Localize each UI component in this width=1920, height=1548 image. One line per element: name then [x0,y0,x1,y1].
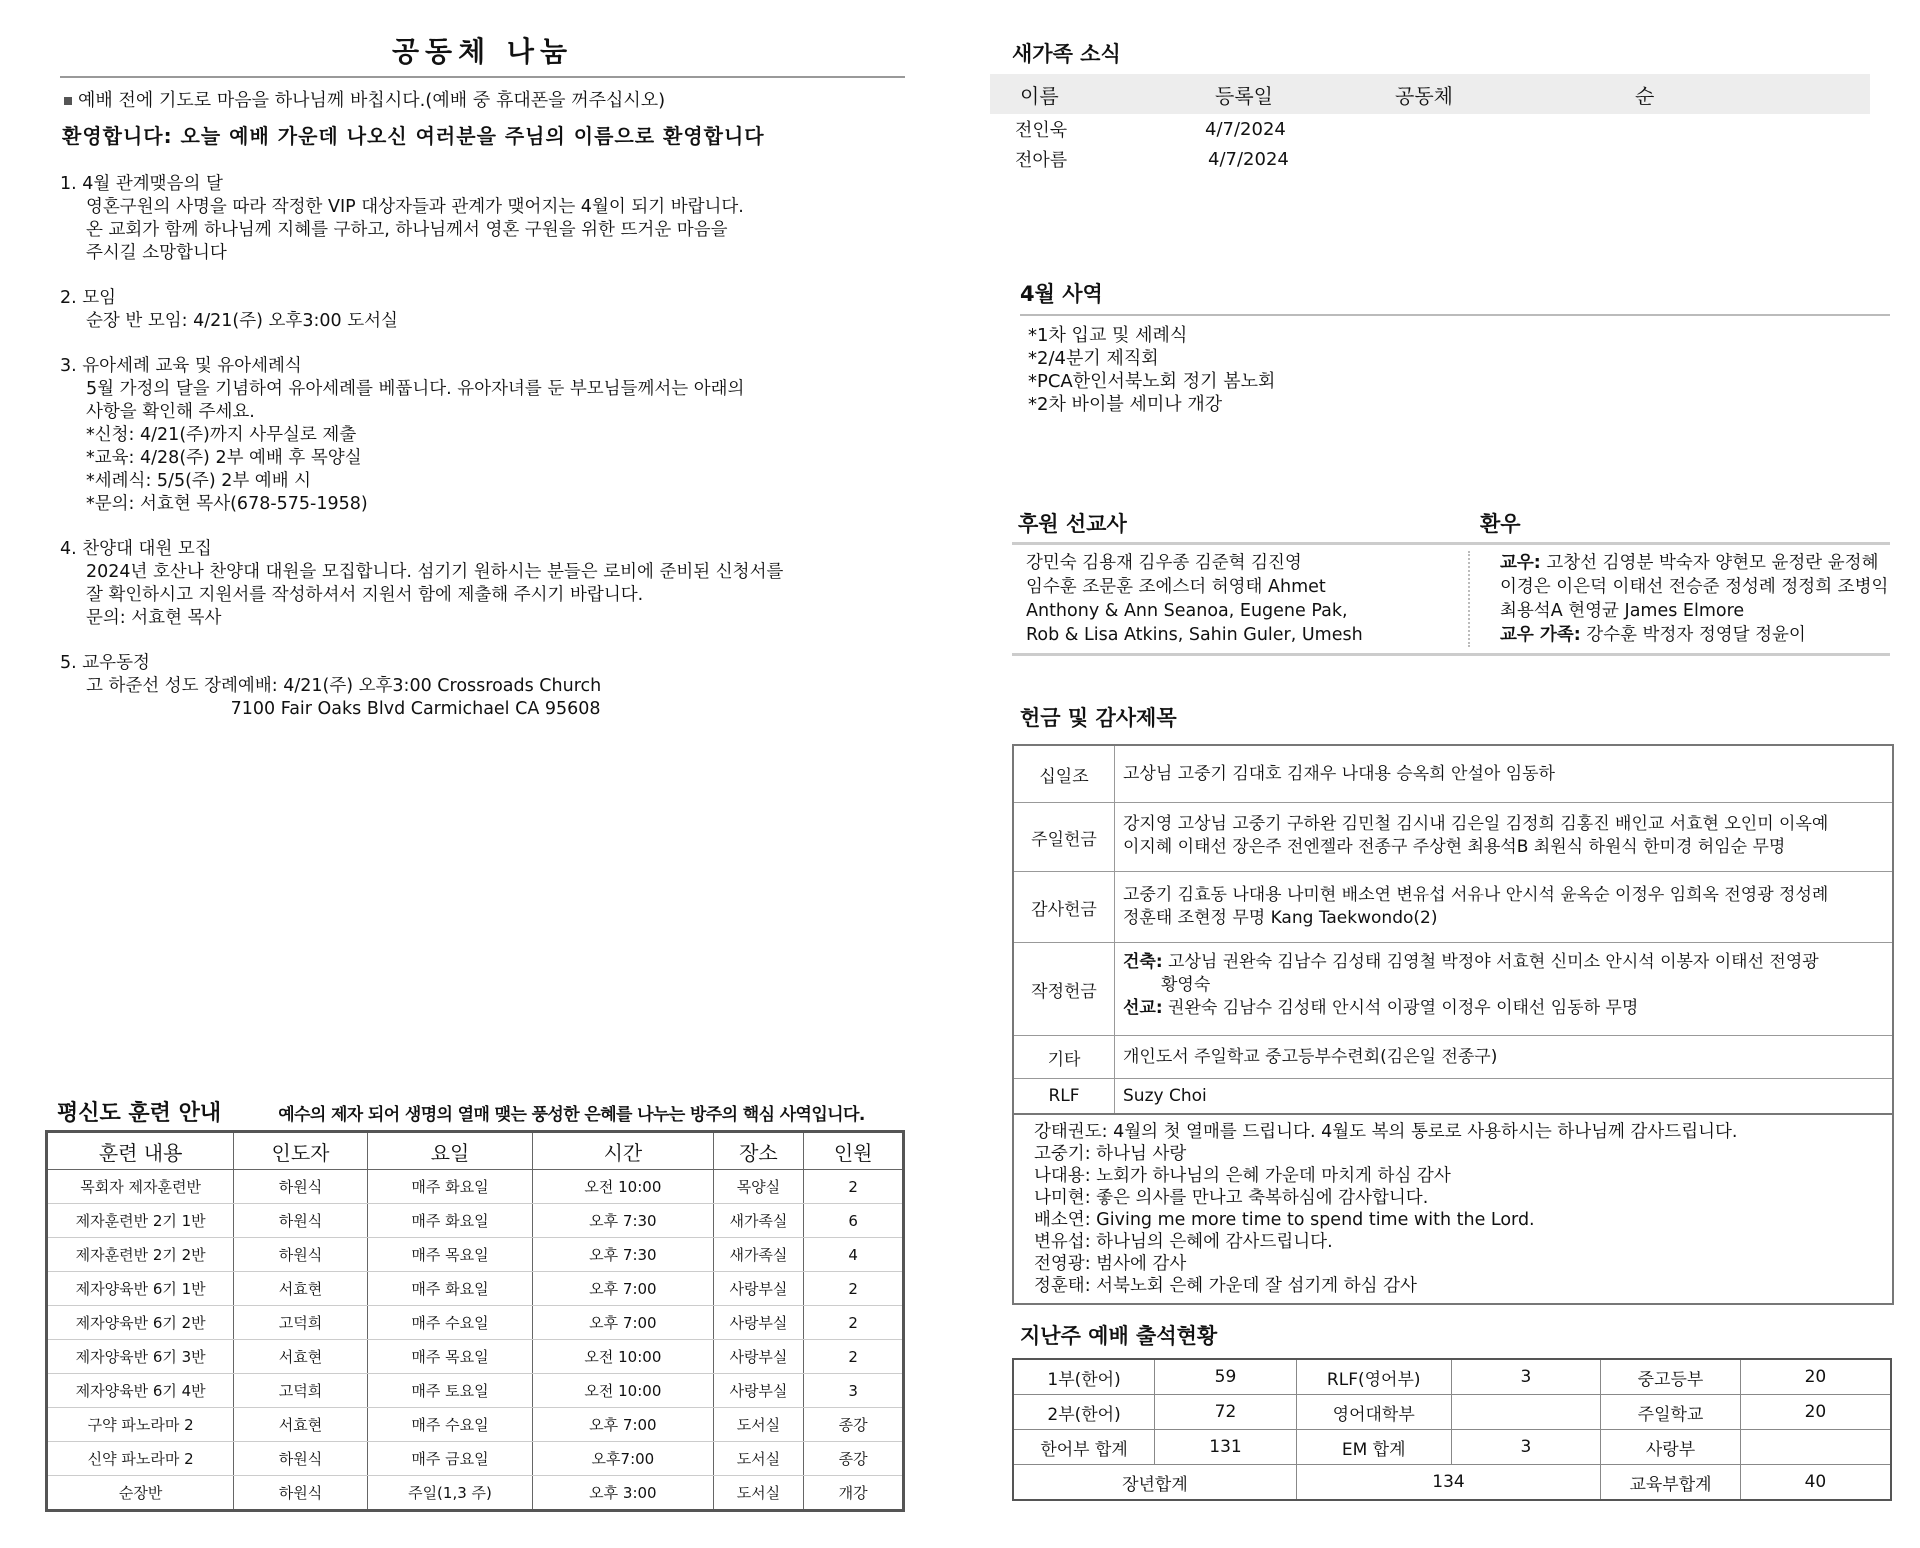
announcement-item [60,287,905,333]
offering-names [1115,943,1892,1035]
table-row [47,1374,904,1408]
table-row [1013,1465,1891,1501]
new-family-table [990,74,1870,174]
mission-label: 선교: [1123,998,1163,1018]
table-cell: RLF(영어부) [1296,1359,1451,1395]
announcement-line: 7100 Fair Oaks Blvd Carmichael CA 95608 [86,699,601,719]
announcement-line: *교육: 4/28(주) 2부 예배 후 목양실 [86,448,362,468]
table-cell: 사랑부실 [713,1340,804,1374]
announcement-line: 문의: 서효현 목사 [86,608,222,628]
table-cell: 하원식 [234,1170,368,1204]
table-cell: 제자양육반 6기 2반 [47,1306,234,1340]
announcement-body [60,310,905,333]
offering-line: 이지혜 이태선 장은주 전엔젤라 전종구 주상현 최용석B 최원식 하원식 한미경 허임순 무명 [1123,837,1786,857]
announcement-body [60,675,905,721]
patients-line-3: 최용석A 현영균 James Elmore [1500,601,1745,621]
table-cell: 신약 파노라마 2 [47,1442,234,1476]
table-cell: 오전 10:00 [533,1340,713,1374]
table-cell: 제자양육반 6기 4반 [47,1374,234,1408]
offering-names [1115,872,1892,942]
table-cell: 오후 3:00 [533,1476,713,1511]
offering-label: 기타 [1014,1036,1115,1078]
offering-line: 고중기 김효동 나대용 나미현 배소연 변유섭 서유나 안시석 윤옥순 이정우 임희옥 전영광 정성례 [1123,885,1829,905]
announcement-heading: 2. 모임 [60,288,117,308]
table-cell: 고덕희 [234,1374,368,1408]
table-cell: 20 [1740,1359,1891,1395]
thanks-note: 나대용: 노회가 하나님의 은혜 가운데 마치게 하심 감사 [1034,1166,1451,1186]
list-item: *PCA한인서북노회 정기 봄노회 [1028,371,1276,392]
training-table-header [47,1132,904,1170]
new-family-header [990,74,1870,114]
table-cell: 주일(1,3 주) [367,1476,532,1511]
list-item: *2/4분기 제직회 [1028,348,1159,369]
table-cell: 131 [1155,1430,1297,1465]
table-cell: 개강 [804,1476,904,1511]
announcement-body [60,378,905,516]
patients-members-label: 교우: [1500,553,1541,573]
table-cell: 매주 토요일 [367,1374,532,1408]
new-family-title [1012,38,1121,68]
attendance-table [1012,1358,1892,1501]
announcement-heading: 3. 유아세례 교육 및 유아세례식 [60,356,302,376]
thanks-note: 전영광: 범사에 감사 [1034,1254,1187,1274]
table-cell: 오후7:00 [533,1442,713,1476]
table-cell: 사랑부실 [713,1306,804,1340]
list-item [990,114,1870,144]
table-cell: 59 [1155,1359,1297,1395]
announcement-item [60,538,905,630]
square-bullet-icon [64,97,72,105]
announcement-line: 온 교회가 함께 하나님께 지혜를 구하고, 하나님께서 영혼 구원을 위한 뜨거운 마음을 [86,220,728,240]
announcement-line: 영혼구원의 사명을 따라 작정한 VIP 대상자들과 관계가 맺어지는 4월이 되기 바랍니다. [86,197,744,217]
missionaries-line: Anthony & Ann Seanoa, Eugene Pak, [1026,601,1348,621]
table-cell: 종강 [804,1408,904,1442]
patients-line-1: 고창선 김영분 박숙자 양현모 윤정란 윤정혜 [1540,553,1879,573]
list-item [990,144,1870,174]
table-cell: 하원식 [234,1204,368,1238]
table-cell: 매주 수요일 [367,1306,532,1340]
table-cell: 순장반 [47,1476,234,1511]
table-cell: 매주 화요일 [367,1170,532,1204]
offering-label: 십일조 [1014,746,1115,802]
table-cell: 20 [1740,1395,1891,1430]
table-cell: 종강 [804,1442,904,1476]
announcement-heading: 5. 교우동정 [60,653,150,673]
table-cell: 72 [1155,1395,1297,1430]
training-title: 평신도 훈련 안내 [57,1101,222,1126]
offering-label: 주일헌금 [1014,803,1115,871]
offering-names: 고상님 고중기 김대호 김재우 나대용 승옥희 안설아 임동하 [1123,763,1555,784]
table-cell [1451,1395,1601,1430]
offering-line: 강지영 고상님 고중기 구하완 김민철 김시내 김은일 김정희 김홍진 배인교 서효현 오인미 이옥예 [1123,814,1829,834]
table-cell: 제자훈련반 2기 1반 [47,1204,234,1238]
training-table-body [47,1170,904,1511]
table-cell: 2부(한어) [1013,1395,1155,1430]
table-cell: EM 합계 [1296,1430,1451,1465]
announcement-heading: 4. 찬양대 대원 모집 [60,539,212,559]
table-row [1014,1036,1892,1079]
thanks-note: 나미현: 좋은 의사를 만나고 축복하심에 감사합니다. [1034,1188,1429,1208]
table-cell: 2 [804,1306,904,1340]
missionaries-list [1012,551,1446,647]
table-cell: 오후 7:00 [533,1272,713,1306]
thanks-note: 변유섭: 하나님의 은혜에 감사드립니다. [1034,1232,1333,1252]
announcement-list [60,173,905,721]
header-name: 이름 [1020,83,1059,108]
table-cell: 중고등부 [1601,1359,1741,1395]
thanks-note: 강태권도: 4월의 첫 열매를 드립니다. 4월도 복의 통로로 사용하시는 하나님께 감사드립니다. [1034,1122,1738,1142]
announcement-line: 주시길 소망합니다 [86,243,227,263]
table-row [1013,1395,1891,1430]
column-header: 인원 [804,1132,904,1170]
training-table [45,1130,905,1512]
table-cell: 오전 10:00 [533,1374,713,1408]
table-cell: 1부(한어) [1013,1359,1155,1395]
table-row [47,1476,904,1511]
list-item: *2차 바이블 세미나 개강 [1028,394,1223,415]
table-cell: 서효현 [234,1272,368,1306]
training-header [57,1096,907,1127]
training-subtitle: 예수의 제자 되어 생명의 열매 맺는 풍성한 은혜를 나누는 방주의 핵심 사역입니다. [278,1105,865,1125]
announcement-line: 순장 반 모임: 4/21(주) 오후3:00 도서실 [86,311,398,331]
column-header: 요일 [367,1132,532,1170]
family-name: 전아름 [1015,150,1068,171]
building-names-2: 황영숙 [1161,975,1211,995]
family-name: 전인욱 [1015,120,1068,141]
table-cell: 하원식 [234,1238,368,1272]
patients-family-label: 교우 가족: [1500,625,1581,645]
offering-title: 헌금 및 감사제목 [1020,706,1177,730]
table-row [1014,943,1892,1036]
table-cell: 3 [1451,1359,1601,1395]
table-cell: 도서실 [713,1442,804,1476]
missions-heads [1012,508,1890,545]
table-cell: 목회자 제자훈련반 [47,1170,234,1204]
column-header: 인도자 [234,1132,368,1170]
table-cell: 도서실 [713,1408,804,1442]
thanks-note: 고중기: 하나님 사랑 [1034,1144,1187,1164]
patients-list [1500,551,1890,647]
list-item: *1차 입교 및 세례식 [1028,325,1188,346]
announcement-body [60,196,905,265]
missions-section [1012,508,1890,656]
table-cell: 목양실 [713,1170,804,1204]
announcement-item [60,355,905,516]
table-cell: 오전 10:00 [533,1170,713,1204]
announcement-line: 5월 가정의 달을 기념하여 유아세례를 베풉니다. 유아자녀를 둔 부모님들께서는 아래의 [86,379,745,399]
offering-names: 개인도서 주일학교 중고등부수련회(김은일 전종구) [1123,1046,1498,1067]
missionaries-title: 후원 선교사 [1018,512,1127,536]
table-cell: 주일학교 [1601,1395,1741,1430]
table-cell: 3 [804,1374,904,1408]
table-cell: 사랑부실 [713,1272,804,1306]
table-cell: 오후 7:30 [533,1204,713,1238]
table-cell: 제자양육반 6기 1반 [47,1272,234,1306]
table-cell: 40 [1740,1465,1891,1501]
new-family-title-text: 새가족 소식 [1012,42,1121,66]
offering-label: 감사헌금 [1014,872,1115,942]
table-cell: 구약 파노라마 2 [47,1408,234,1442]
table-cell: 매주 목요일 [367,1340,532,1374]
thanks-note: 배소연: Giving me more time to spend time with the Lord. [1034,1210,1535,1230]
announcement-line: 사항을 확인해 주세요. [86,402,255,422]
table-cell: 제자훈련반 2기 2반 [47,1238,234,1272]
table-cell: 새가족실 [713,1238,804,1272]
thanks-notes [1014,1115,1892,1303]
missions-body [1012,545,1890,656]
table-row [47,1442,904,1476]
offering-names: Suzy Choi [1123,1085,1207,1106]
notice-text: 예배 전에 기도로 마음을 하나님께 바칩시다.(예배 중 휴대폰을 꺼주십시오) [78,90,666,111]
table-cell: 오후 7:00 [533,1306,713,1340]
header-community: 공동체 [1395,83,1453,108]
table-row [47,1238,904,1272]
table-cell: 매주 금요일 [367,1442,532,1476]
announcement-line: *세례식: 5/5(주) 2부 예배 시 [86,471,312,491]
table-cell: 제자양육반 6기 3반 [47,1340,234,1374]
announcement-item [60,173,905,265]
page-title: 공동체 나눔 [60,30,905,78]
announcement-heading: 1. 4월 관계맺음의 달 [60,174,223,194]
announcement-line: 고 하준선 성도 장례예배: 4/21(주) 오후3:00 Crossroads Church [86,676,602,696]
missionaries-line: Rob & Lisa Atkins, Sahin Guler, Umesh [1026,625,1363,645]
attendance-section [1012,1320,1892,1501]
table-cell: 하원식 [234,1476,368,1511]
welcome-text: 환영합니다: 오늘 예배 가운데 나오신 여러분을 주님의 이름으로 환영합니다 [62,124,765,148]
header-group: 순 [1635,83,1655,108]
ministry-title: 4월 사역 [1020,278,1890,316]
table-cell: 매주 화요일 [367,1272,532,1306]
table-cell: 매주 수요일 [367,1408,532,1442]
column-header: 시간 [533,1132,713,1170]
column-header: 장소 [713,1132,804,1170]
table-cell: 6 [804,1204,904,1238]
table-cell: 4 [804,1238,904,1272]
building-label: 건축: [1123,952,1163,972]
offering-names [1115,803,1892,871]
missionaries-line: 임수훈 조문훈 조에스더 허영태 Ahmet [1026,577,1326,597]
header-date: 등록일 [1215,83,1273,108]
offering-line: 정훈태 조현정 무명 Kang Taekwondo(2) [1123,908,1438,928]
table-row [47,1272,904,1306]
table-cell: 134 [1296,1465,1600,1501]
table-row [1014,1079,1892,1115]
ministry-list [1020,316,1890,416]
table-cell: 고덕희 [234,1306,368,1340]
table-cell: 도서실 [713,1476,804,1511]
table-row [47,1306,904,1340]
attendance-table-body [1013,1359,1891,1500]
announcement-body [60,561,905,630]
announcement-line: 잘 확인하시고 지원서를 작성하셔서 지원서 함에 제출해 주시기 바랍니다. [86,585,644,605]
missionaries-line: 강민숙 김용재 김우종 김준혁 김진영 [1026,553,1302,573]
announcement-item [60,652,905,721]
attendance-title: 지난주 예배 출석현황 [1020,1324,1218,1348]
left-column [60,30,905,743]
announcement-line: *문의: 서효현 목사(678-575-1958) [86,494,368,514]
table-cell: 한어부 합계 [1013,1430,1155,1465]
table-cell: 매주 화요일 [367,1204,532,1238]
table-cell: 장년합계 [1013,1465,1296,1501]
patients-line-4: 강수훈 박정자 정영달 정윤이 [1580,625,1806,645]
table-row [47,1170,904,1204]
offering-section [1012,702,1892,1305]
table-row [1013,1430,1891,1465]
dotted-divider [1468,551,1470,647]
table-cell: 3 [1451,1430,1601,1465]
table-cell: 서효현 [234,1340,368,1374]
table-cell: 2 [804,1340,904,1374]
mission-names: 권완숙 김남수 김성태 안시석 이광열 이정우 이태선 임동하 무명 [1162,998,1639,1018]
table-cell: 영어대학부 [1296,1395,1451,1430]
table-cell: 오후 7:30 [533,1238,713,1272]
column-header: 훈련 내용 [47,1132,234,1170]
table-cell: 매주 목요일 [367,1238,532,1272]
family-date: 4/7/2024 [1208,148,1289,170]
notice [64,86,905,112]
ministry-section [1020,278,1890,416]
table-row [1014,746,1892,803]
offering-table [1012,744,1894,1305]
table-cell: 교육부합계 [1601,1465,1741,1501]
table-cell: 2 [804,1170,904,1204]
table-cell: 사랑부실 [713,1374,804,1408]
table-row [47,1340,904,1374]
table-cell: 2 [804,1272,904,1306]
table-cell: 하원식 [234,1442,368,1476]
table-row [1014,872,1892,943]
table-cell [1740,1430,1891,1465]
thanks-note: 정훈태: 서북노회 은혜 가운데 잘 섬기게 하심 감사 [1034,1276,1417,1296]
offering-label: RLF [1014,1079,1115,1113]
building-names: 고상님 권완숙 김남수 김성태 김영철 박정야 서효현 신미소 안시석 이봉자 이태선 전영광 [1162,952,1819,972]
table-cell: 새가족실 [713,1204,804,1238]
patients-line-2: 이경은 이은덕 이태선 전승준 정성례 정정희 조병익 [1500,577,1889,597]
family-date: 4/7/2024 [1205,118,1286,140]
announcement-line: 2024년 호산나 찬양대 대원을 모집합니다. 섬기기 원하시는 분들은 로비에 준비된 신청서를 [86,562,784,582]
table-row [47,1204,904,1238]
table-cell: 서효현 [234,1408,368,1442]
table-row [1013,1359,1891,1395]
table-cell: 사랑부 [1601,1430,1741,1465]
offering-label: 작정헌금 [1014,943,1115,1035]
table-row [47,1408,904,1442]
table-row [1014,803,1892,872]
announcement-line: *신청: 4/21(주)까지 사무실로 제출 [86,425,357,445]
table-cell: 오후 7:00 [533,1408,713,1442]
patients-title: 환우 [1480,512,1521,536]
